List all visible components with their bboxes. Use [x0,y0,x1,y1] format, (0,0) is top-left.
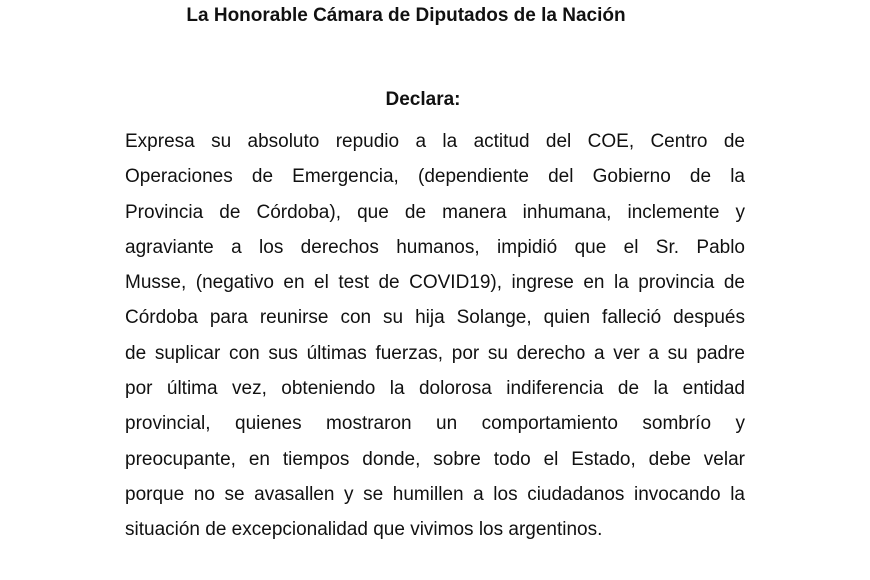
body-line: porque no se avasallen y se humillen a los ciudadanos invocando la [125,483,745,505]
section-heading: Declara: [385,89,461,110]
body-line: agraviante a los derechos humanos, impidió que el Sr. Pablo [125,236,745,258]
document-title: La Honorable Cámara de Diputados de la Nación [186,5,626,26]
body-paragraph [125,126,745,550]
body-line: preocupante, en tiempos donde, sobre todo el Estado, debe velar [125,448,745,470]
body-line: Operaciones de Emergencia, (dependiente del Gobierno de la [125,166,745,188]
body-line: provincial, quienes mostraron un comportamiento sombrío y [125,413,745,435]
body-line: Expresa su absoluto repudio a la actitud del COE, Centro de [125,131,745,152]
body-line: situación de excepcionalidad que vivimos los argentinos. [125,519,603,541]
body-line: por última vez, obteniendo la dolorosa indiferencia de la entidad [125,378,745,400]
body-line: de suplicar con sus últimas fuerzas, por su derecho a ver a su padre [125,342,745,364]
body-line: Provincia de Córdoba), que de manera inhumana, inclemente y [125,201,745,223]
body-line: Musse, (negativo en el test de COVID19), ingrese en la provincia de [125,272,745,294]
body-line: Córdoba para reunirse con su hija Solange, quien falleció después [125,307,745,329]
